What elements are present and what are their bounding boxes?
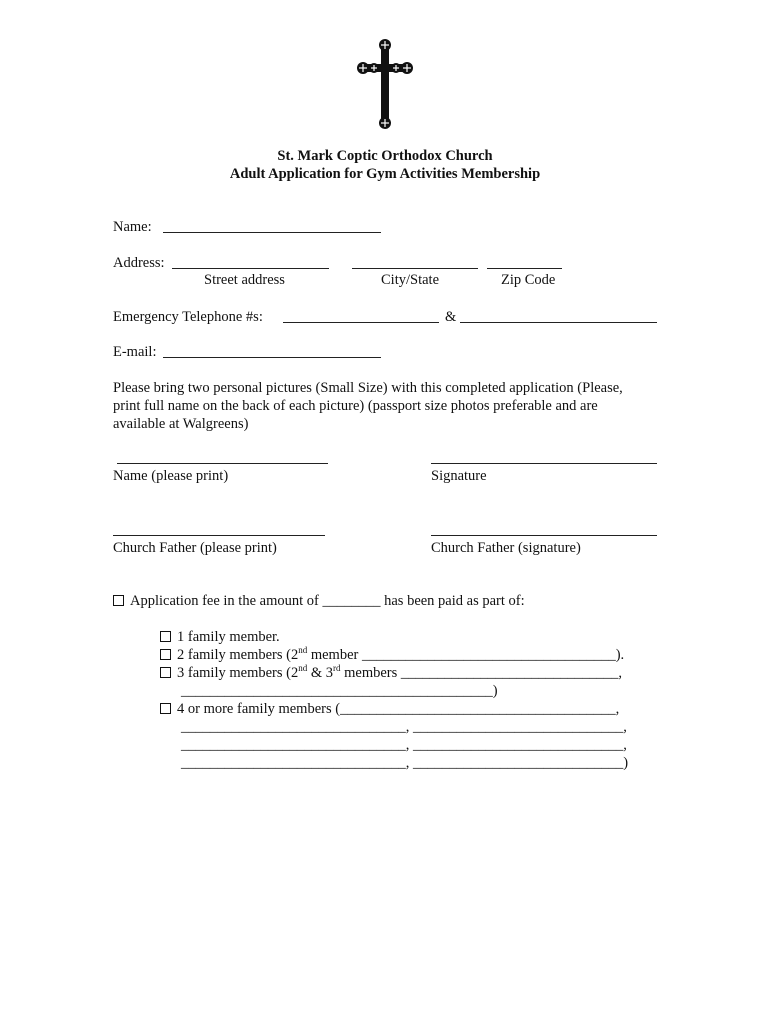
option-3-family-members [160, 665, 622, 682]
option-3-mid: & 3 [310, 665, 333, 681]
city-state-field[interactable] [352, 268, 478, 269]
option-3-checkbox[interactable] [160, 667, 171, 678]
street-address-field[interactable] [172, 268, 329, 269]
emergency-amp: & [445, 309, 457, 325]
option-4-members-line-3[interactable]: _______________________________, _____________________________) [181, 755, 629, 771]
option-1-family-member [160, 629, 280, 646]
fee-paid-checkbox[interactable] [113, 595, 124, 606]
zip-code-field[interactable] [487, 268, 562, 269]
option-2-family-members [160, 647, 624, 664]
instructions-line-2: print full name on the back of each picture) (passport size photos preferable and are [113, 398, 598, 414]
option-3-label: 3 family members (2 [177, 665, 299, 681]
name-print-caption: Name (please print) [113, 468, 229, 484]
church-father-print-field[interactable] [113, 535, 325, 536]
option-4-family-members [160, 701, 619, 718]
email-label: E-mail: [113, 344, 157, 360]
fee-amount-field[interactable]: ________ [322, 593, 381, 609]
option-4-members-line-1[interactable]: _______________________________, _____________________________, [181, 719, 627, 735]
option-2-member-field[interactable]: member ___________________________________). [310, 647, 625, 663]
option-1-checkbox[interactable] [160, 631, 171, 642]
emergency-phone-field-2[interactable] [460, 322, 657, 323]
option-3-continuation-field[interactable]: ___________________________________________) [181, 683, 498, 699]
option-4-members-line-2[interactable]: _______________________________, _____________________________, [181, 737, 627, 753]
church-father-signature-caption: Church Father (signature) [431, 540, 581, 556]
instructions-line-3: available at Walgreens) [113, 416, 249, 432]
church-father-print-caption: Church Father (please print) [113, 540, 277, 556]
option-3-sup-2: rd [333, 663, 341, 674]
signature-caption: Signature [431, 468, 487, 484]
email-field[interactable] [163, 357, 381, 358]
option-3-member-field[interactable]: members ______________________________, [344, 665, 623, 681]
form-title: Adult Application for Gym Activities Membership [229, 166, 541, 182]
instructions-line-1: Please bring two personal pictures (Small Size) with this completed application (Please, [113, 380, 623, 396]
church-father-signature-field[interactable] [431, 535, 657, 536]
name-field[interactable] [163, 232, 381, 233]
fee-prefix: Application fee in the amount of [130, 593, 319, 609]
option-4-checkbox[interactable] [160, 703, 171, 714]
emergency-phone-label: Emergency Telephone #s: [113, 309, 263, 325]
option-2-sup: nd [298, 645, 308, 656]
option-2-label: 2 family members (2 [177, 647, 299, 663]
church-name: St. Mark Coptic Orthodox Church [277, 148, 493, 164]
option-1-label: 1 family member. [177, 629, 280, 645]
city-caption: City/State [381, 272, 439, 288]
option-4-label[interactable]: 4 or more family members (______________________________________, [177, 701, 620, 717]
signature-field[interactable] [431, 463, 657, 464]
name-print-field[interactable] [117, 463, 328, 464]
coptic-cross-icon [357, 38, 413, 130]
fee-row [113, 593, 525, 610]
emergency-phone-field-1[interactable] [283, 322, 439, 323]
option-2-checkbox[interactable] [160, 649, 171, 660]
fee-suffix: has been paid as part of: [384, 593, 525, 609]
zip-caption: Zip Code [501, 272, 556, 288]
address-label: Address: [113, 255, 165, 271]
option-3-sup-1: nd [298, 663, 308, 674]
street-caption: Street address [204, 272, 285, 288]
name-label: Name: [113, 219, 152, 235]
